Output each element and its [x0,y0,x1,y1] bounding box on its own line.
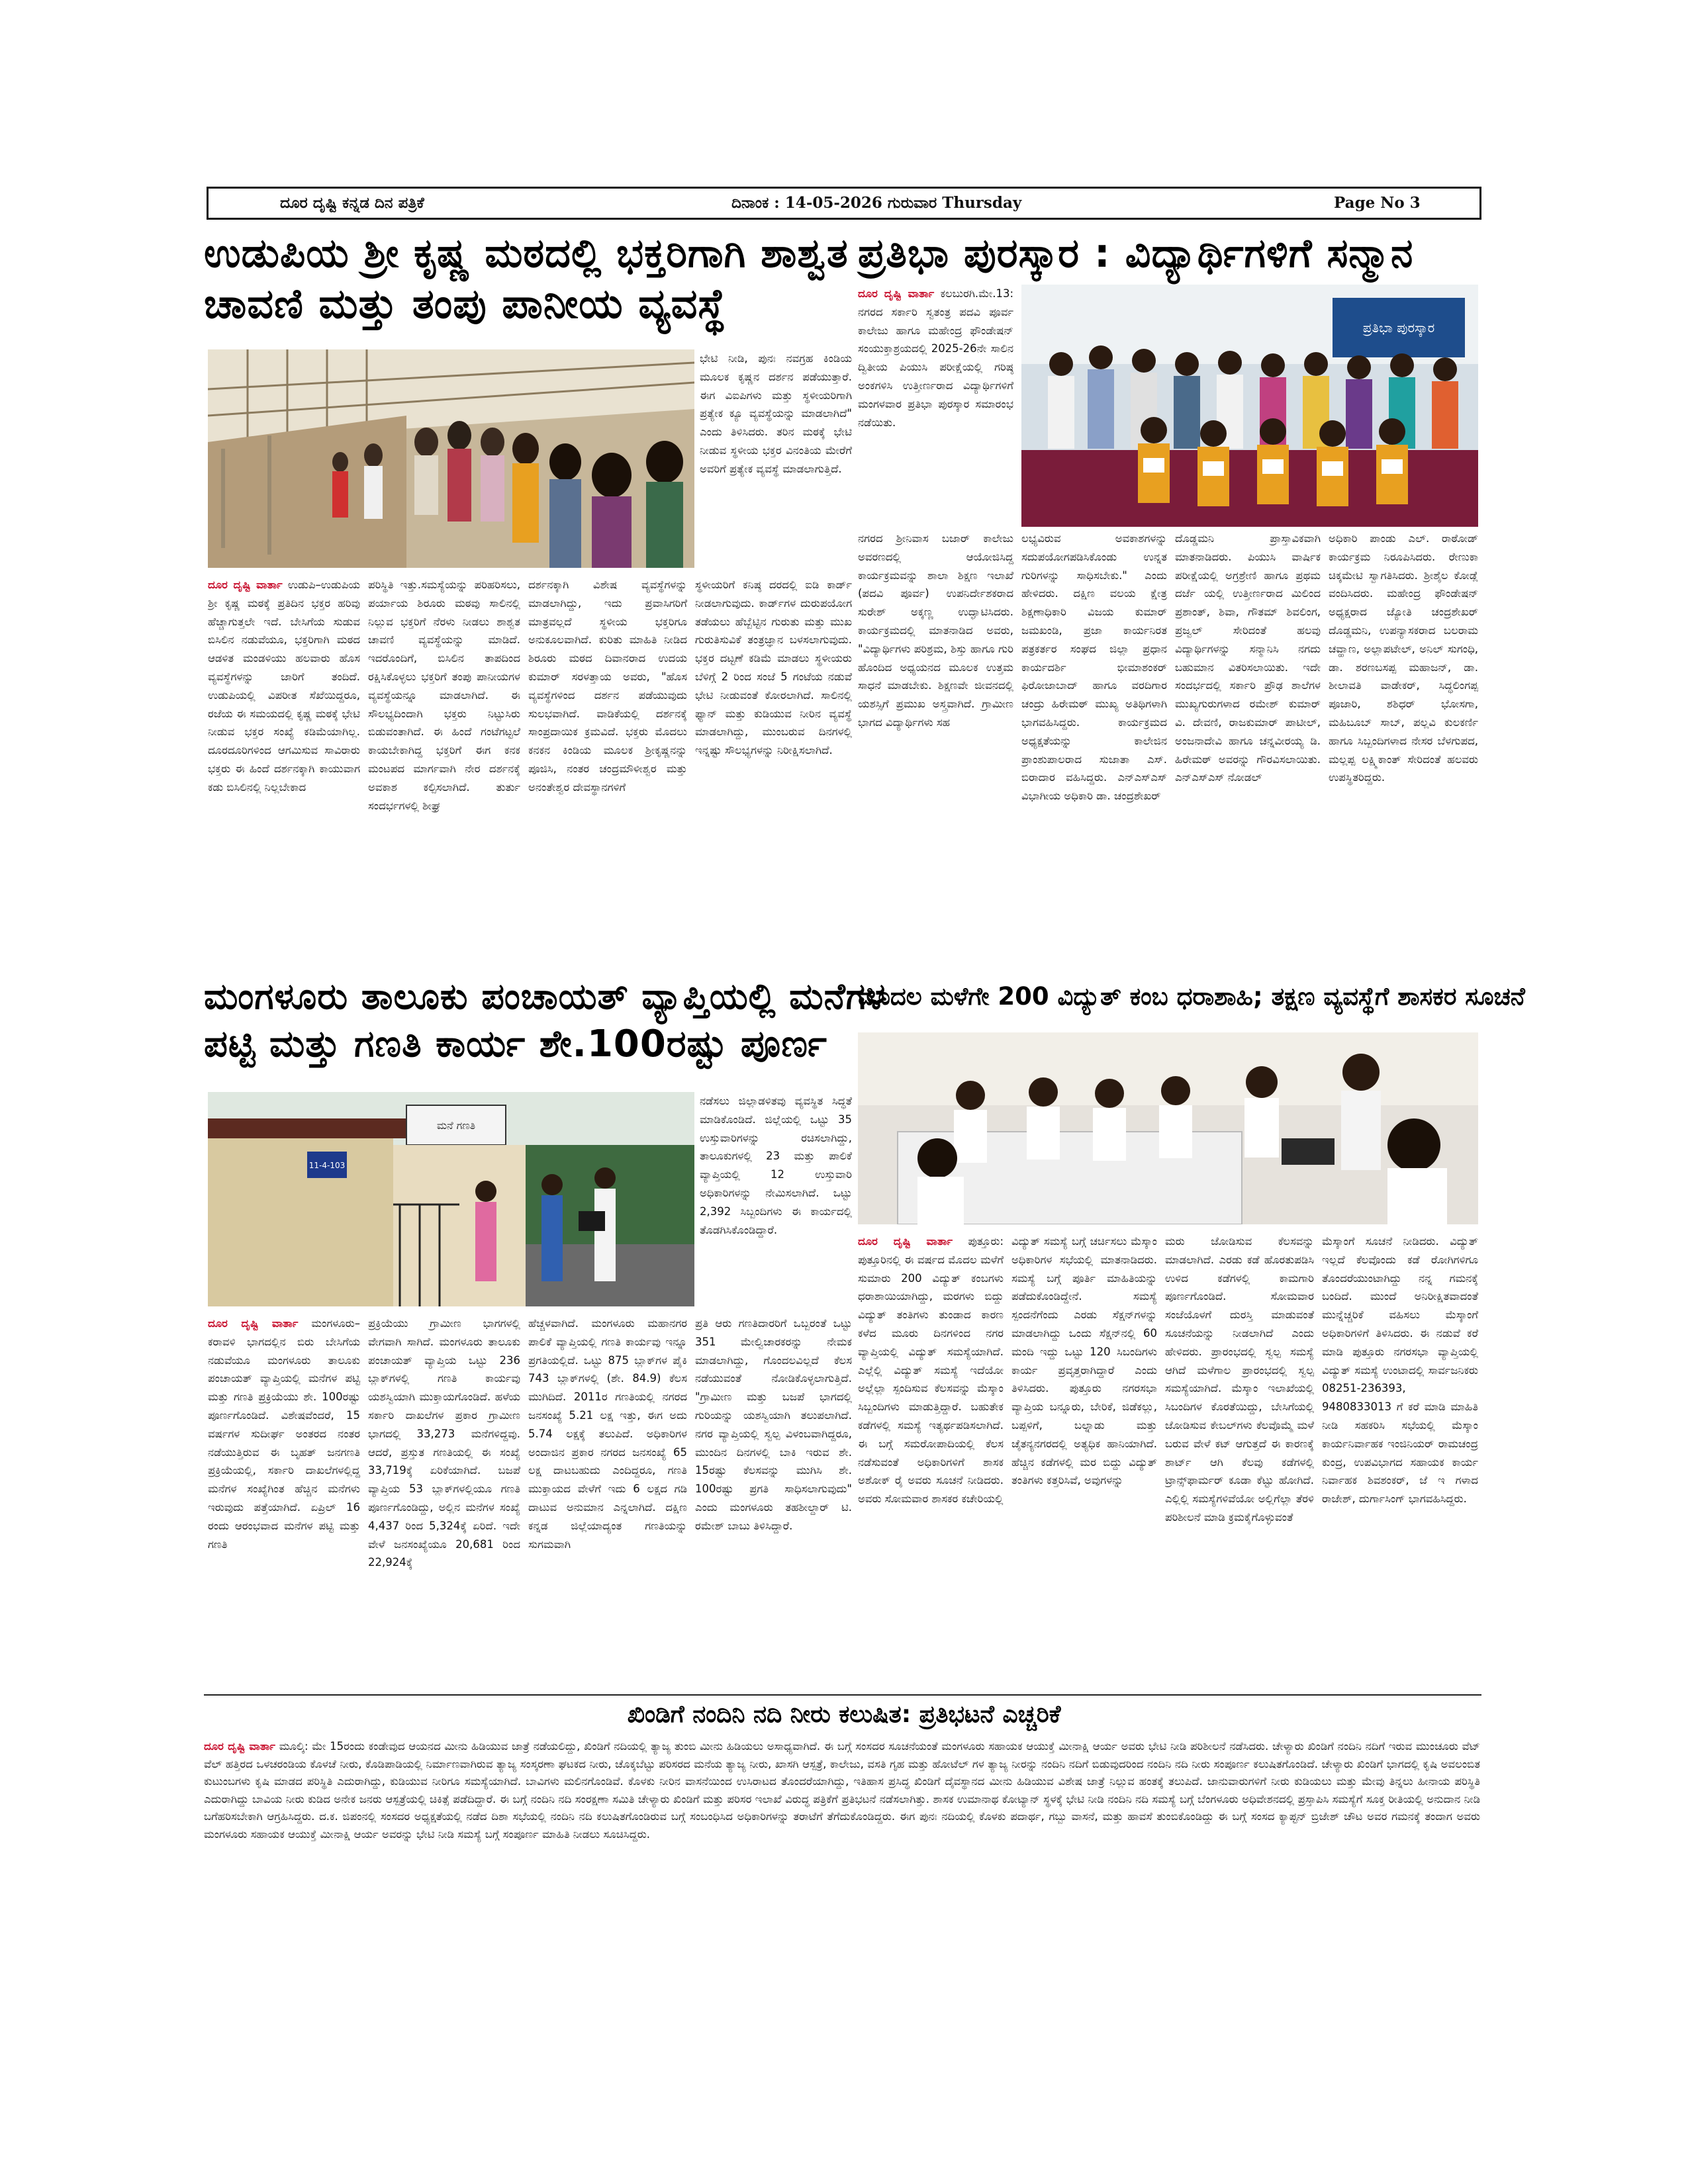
udupi-column-3 [528,576,687,973]
paper-name: ದೂರ ದೃಷ್ಟಿ ಕನ್ನಡ ದಿನ ಪತ್ರಿಕೆ [280,194,424,212]
electric-column-2 [1011,1232,1157,1692]
mangaluru-column-1 [208,1314,360,1692]
electric-column-3 [1165,1232,1314,1692]
mangaluru-headline-line2: ಪಟ್ಟಿ ಮತ್ತು ಗಣತಿ ಕಾರ್ಯ ಶೇ.100ರಷ್ಟು ಪೂರ್ಣ [204,1023,827,1066]
banner-text: ಪ್ರತಿಭಾ ಪುರಸ್ಕಾರ [1362,320,1435,336]
nandini-body [204,1738,1480,2023]
electric-column-1 [858,1232,1004,1692]
mangaluru-column-2 [368,1314,520,1692]
mangaluru-col2-text: ಪ್ರಕ್ರಿಯೆಯು ಗ್ರಾಮೀಣ ಭಾಗಗಳಲ್ಲಿ ವೇಗವಾಗಿ ಸಾಗಿದೆ. ಮಂಗಳೂರು ತಾಲೂಕು ಪಂಚಾಯತ್ ವ್ಯಾಪ್ತಿಯ ಒಟ್ಟು 236 ಬ್ಲಾಕ್‌ಗಳಲ್ಲಿ ಗಣತಿ ಕಾರ್ಯವು ಯಶಸ್ವಿಯಾಗಿ ಮುಕ್ತಾಯಗೊಂಡಿದೆ. ಹಳೆಯ ಸರ್ಕಾರಿ ದಾಖಲೆಗಳ ಪ್ರಕಾರ ಗ್ರಾಮೀಣ ಭಾಗದಲ್ಲಿ 33,273 ಮನೆಗಳಿದ್ದವು. ಆದರೆ, ಪ್ರಸ್ತುತ ಗಣತಿಯಲ್ಲಿ ಈ ಸಂಖ್ಯೆ 33,719ಕ್ಕೆ ಏರಿಕೆಯಾಗಿದೆ. ಬಜಪೆ ವ್ಯಾಪ್ತಿಯ 53 ಬ್ಲಾಕ್‌ಗಳಲ್ಲಿಯೂ ಗಣತಿ ಪೂರ್ಣಗೊಂಡಿದ್ದು, ಅಲ್ಲಿನ ಮನೆಗಳ ಸಂಖ್ಯೆ 4,437 ರಿಂದ 5,324ಕ್ಕೆ ಏರಿದೆ. ಇದೇ ವೇಳೆ ಜನಸಂಖ್ಯೆಯೂ 20,681 ರಿಂದ 22,924ಕ್ಕೆ [368,1317,520,1569]
masthead-bar [207,187,1481,220]
house-sign: ಮನೆ ಗಣತಿ [436,1119,476,1132]
pratibha-column-4 [1329,529,1478,973]
nandini-body-text: ಮೂಲ್ಕಿ: ಮೇ 15ರಂದು ಕಂಡೇವುದ ಆಯನದ ಮೀನು ಹಿಡಿಯುವ ಜಾತ್ರೆ ನಡೆಯಲಿದ್ದು, ಖಿಂಡಿಗೆ ನದಿಯಲ್ಲಿ ತ್ಯಾಜ್ಯ ತುಂಬಿ ಮೀನು ಹಿಡಿಯಲು ಅಸಾಧ್ಯವಾಗಿದೆ. ಈ ಬಗ್ಗೆ ಸಂಸದರ ಸೂಚನೆಯಂತೆ ಮಂಗಳೂರು ಸಹಾಯಕ ಆಯುಕ್ತೆ ಮೀನಾಕ್ಷಿ ಆರ್ಯ ಅವರು ಭೇಟಿ ನೀಡಿ ಪರಿಶೀಲನೆ ನಡೆಸಿದರು. ಚೇಳ್ಯಾರು ಖಿಂಡಿಗೆ ನಂದಿನಿ ನದಿಗೆ ಇರುವ ಮುಂಚೂರು ವೆಟ್ ವೆಲ್ ಹತ್ತಿರದ ಒಳಚರಂಡಿಯ ಕೊಳಚೆ ನೀರು, ಕೊಡಿಪಾಡಿಯಲ್ಲಿ ನಿರ್ಮಾಣವಾಗಿರುವ ತ್ಯಾಜ್ಯ ಸಂಸ್ಕರಣಾ ಘಟಕದ ನೀರು, ಚೊಕ್ಕಬೆಟ್ಟು ಪರಿಸರದ ಮನೆಯ ತ್ಯಾಜ್ಯ ನೀರು, ಖಾಸಗಿ ಆಸ್ಪತ್ರೆ, ಕಾಲೇಜು, ವಸತಿ ಗೃಹ ಮತ್ತು ಹೋಟೆಲ್ ಗಳ ತ್ಯಾಜ್ಯ ನೀರನ್ನು ನಂದಿನಿ ನದಿಗೆ ಬಿಡುವುದರಿಂದ ನಂದಿನಿ ನದಿ ನೀರು ಸಂಪೂರ್ಣ ಕಲುಷಿತಗೊಂಡಿದೆ. ಚೇಳ್ಯಾರು ಖಿಂಡಿಗೆ ಭಾಗದಲ್ಲಿ ಕೃಷಿ ಅವಲಂಬಿತ ಕುಟುಂಬಗಳು ಕೃಷಿ ಮಾಡದ ಪರಿಸ್ಥಿತಿ ಎದುರಾಗಿದ್ದು, ಕುಡಿಯುವ ನೀರಿಗೂ ಸಮಸ್ಯೆಯಾಗಿದೆ. ಬಾವಿಗಳು ಮಲಿನಗೊಂಡಿವೆ. ಕೊಳಕು ನೀರಿನ ವಾಸನೆಯಿಂದ ಉಸಿರಾಟದ ತೊಂದರೆಯಾಗಿದ್ದು, ಇತಿಹಾಸ ಪ್ರಸಿದ್ಧ ಖಿಂಡಿಗೆ ದೈವಸ್ಥಾನದ ಮೀನು ಹಿಡಿಯುವ ವಿಶೇಷ ಜಾತ್ರೆ ನಿಲ್ಲುವ ಹಂತಕ್ಕೆ ತಲುಪಿದೆ. ಜಾನುವಾರುಗಳಿಗೆ ನೀರು ಕುಡಿಯಲು ಮತ್ತು ಮೇವು ತಿನ್ನಲು ಹೀನಾಯ ಪರಿಸ್ಥಿತಿ ಎದುರಾಗಿದ್ದು ಬಾವಿಯ ನೀರು ಕುಡಿದ ಅನೇಕ ಜನರು ಆಸ್ಪತ್ರೆಯಲ್ಲಿ ಚಿಕಿತ್ಸೆ ಪಡೆದಿದ್ದಾರೆ. ಈ ಬಗ್ಗೆ ನಂದಿನಿ ನದಿ ಸಂರಕ್ಷಣಾ ಸಮಿತಿ ಚೇಳ್ಯಾರು ಖಿಂಡಿಗೆ ಮತ್ತು ಪರಿಸರ ಇಲಾಖೆ ವಿರುದ್ಧ ಪತ್ರಿಕೆಗೆ ಪ್ರತಿಭಟನೆ ನಡೆಸಲಾಗಿತ್ತು. ಶಾಸಕ ಉಮಾನಾಥ ಕೋಟ್ಯಾನ್ ಸ್ಥಳಕ್ಕೆ ಭೇಟಿ ನೀಡಿ ನಂದಿನಿ ನದಿ ಸಮಸ್ಯೆ ಬಗ್ಗೆ ಬೆಂಗಳೂರು ಅಧಿವೇಶನದಲ್ಲಿ ಪ್ರಸ್ತಾಪಿಸಿ ಸಮಸ್ಯೆಗೆ ಸೂಕ್ತ ರೀತಿಯಲ್ಲಿ ಅನುದಾನ ನೀಡಿ ಬಗೆಹರಿಸಬೇಕಾಗಿ ಆಗ್ರಹಿಸಿದ್ದರು. ದ.ಕ. ಜಿಪಂನಲ್ಲಿ ಸಂಸದರ ಅಧ್ಯಕ್ಷತೆಯಲ್ಲಿ ನಡೆದ ದಿಶಾ ಸಭೆಯಲ್ಲಿ ನಂದಿನಿ ನದಿ ಕಲುಷಿತಗೊಂಡಿರುವ ಬಗ್ಗೆ ಸಂಬಂಧಿಸಿದ ಅಧಿಕಾರಿಗಳನ್ನು ತರಾಟೆಗೆ ತೆಗೆದುಕೊಂಡಿದ್ದರು. ಈಗ ಪುನಃ ನದಿಯಲ್ಲಿ ಕೊಳಕು ಪದಾರ್ಥ, ಗಬ್ಬು ವಾಸನೆ, ಮತ್ತು ಹಾವಸೆ ತುಂಬಿಕೊಂಡಿದ್ದು ಈ ಬಗ್ಗೆ ಸಂಸದ ಕ್ಯಾಪ್ಟನ್ ಬ್ರಿಜೇಶ್ ಚೌಟ ಅವರ ಗಮನಕ್ಕೆ ತಂದಾಗ ಅವರು ಮಂಗಳೂರು ಸಹಾಯಕ ಆಯುಕ್ತೆ ಮೀನಾಕ್ಷಿ ಆರ್ಯ ಅವರನ್ನು ಭೇಟಿ ನೀಡಿ ಸಮಸ್ಯೆ ಬಗ್ಗೆ ಸಂಪೂರ್ಣ ಮಾಹಿತಿ ನೀಡಲು ಸೂಚಿಸಿದ್ದರು. [204,1740,1480,1841]
mangaluru-census-photo [208,1092,694,1306]
electric-col2-text: ವಿದ್ಯುತ್ ಸಮಸ್ಯೆ ಬಗ್ಗೆ ಚರ್ಚಿಸಲು ಮೆಸ್ಕಾಂ ಅಧಿಕಾರಿಗಳ ಸಭೆಯಲ್ಲಿ ಮಾತನಾಡಿದರು. ಸಮಸ್ಯೆ ಬಗ್ಗೆ ಪೂರ್ತಿ ಮಾಹಿತಿಯನ್ನು ಪಡೆದುಕೊಂಡಿದ್ದೇನೆ. ಸಮಸ್ಯೆ ಸ್ಪಂದನೆಗೆಂದು ಎರಡು ಸೆಕ್ಷನ್‌ಗಳನ್ನು ಮಾಡಲಾಗಿದ್ದು ಒಂದು ಸೆಕ್ಷನ್‌ನಲ್ಲಿ 60 ಮಂದಿ ಇದ್ದು ಒಟ್ಟು 120 ಸಿಬಂದಿಗಳು ಕಾರ್ಯ ಪ್ರವೃತ್ತರಾಗಿದ್ದಾರೆ ಎಂದು ತಿಳಿಸಿದರು. ಪುತ್ತೂರು ನಗರಸಭಾ ವ್ಯಾಪ್ತಿಯ ಬನ್ನೂರು, ಬೇರಿಕೆ, ಜಿಡೆಕಲ್ಲು, ಬಪ್ಪಳಿಗೆ, ಬಲ್ನಾಡು ಮತ್ತು ಚೈತನ್ಯನಗರದಲ್ಲಿ ಅತ್ಯಧಿಕ ಹಾನಿಯಾಗಿದೆ. ಹೆಚ್ಚಿನ ಕಡೆಗಳಲ್ಲಿ ಮರ ಬಿದ್ದು ವಿದ್ಯುತ್ ತಂತಿಗಳು ಕತ್ತರಿಸಿವೆ, ಅವುಗಳನ್ನು [1011,1235,1157,1487]
page-number: Page No 3 [1334,194,1421,212]
mangaluru-column-3 [528,1314,687,1692]
pratibha-col4-text: ಅಧಿಕಾರಿ ಪಾಂಡು ಎಲ್. ರಾಠೋಡ್ ಕಾರ್ಯಕ್ರಮ ನಿರೂಪಿಸಿದರು. ರೇಣುಕಾ ಚಿಕ್ಕಮೇಟಿ ಸ್ವಾಗತಿಸಿದರು. ಶ್ರೀಶೈಲ ಕೋಡ್ಲೆ ವಂದಿಸಿದರು. ಮಹೇಂದ್ರ ಫೌಂಡೇಷನ್ ಅಧ್ಯಕ್ಷರಾದ ಜ್ಯೋತಿ ಚಂದ್ರಶೇಖರ್ ದೊಡ್ಡಮನಿ, ಉಪನ್ಯಾಸಕರಾದ ಬಲರಾಮ ಚವ್ಹಾಣ, ಅಲ್ಲಾಪಟೇಲ್, ಅನಿಲ್ ಸುಗಂಧಿ, ಡಾ. ಶರಣಬಸಪ್ಪ ಮಹಾಜನ್, ಡಾ. ಶೀಲಾವತಿ ವಾಡೇಕರ್, ಸಿದ್ಧಲಿಂಗಪ್ಪ ಪೂಜಾರಿ, ಶಶಿಧರ್ ಭೋಸಗಾ, ಮಹಿಬೂಬ್ ಸಾಬ್, ಪಲ್ಲವಿ ಕುಲಕರ್ಣಿ ಹಾಗೂ ಸಿಬ್ಬಂದಿಗಳಾದ ನೇಸರ ಬೆಳಗುಪದ, ಮಲ್ಲಪ್ಪ ಲಕ್ಷ್ಮಿಕಾಂತ್ ಸೇರಿದಂತೆ ಹಲವರು ಉಪಸ್ಥಿತರಿದ್ದರು. [1329,532,1478,784]
nandini-headline: ಖಿಂಡಿಗೆ ನಂದಿನಿ ನದಿ ನೀರು ಕಲುಷಿತ: ಪ್ರತಿಭಟನೆ ಎಚ್ಚರಿಕೆ [627,1701,1061,1728]
pratibha-col3-text: ದೊಡ್ಡಮನಿ ಪ್ರಾಸ್ತಾವಿಕವಾಗಿ ಮಾತನಾಡಿದರು. ಪಿಯುಸಿ ವಾರ್ಷಿಕ ಪರೀಕ್ಷೆಯಲ್ಲಿ ಅಗ್ರಶ್ರೇಣಿ ಹಾಗೂ ಪ್ರಥಮ ದರ್ಜೆ ಯಲ್ಲಿ ಉತ್ತೀರ್ಣರಾದ ಮಿಲಿಂದ ಪ್ರಶಾಂತ್, ಶಿವಾ, ಗೌತಮ್ ಶಿವಲಿಂಗ, ಪ್ರಜ್ವಲ್ ಸೇರಿದಂತೆ ಹಲವು ವಿದ್ಯಾರ್ಥಿಗಳನ್ನು ಸನ್ಮಾನಿಸಿ ನಗದು ಬಹುಮಾನ ವಿತರಿಸಲಾಯಿತು. ಇದೇ ಸಂದರ್ಭದಲ್ಲಿ ಸರ್ಕಾರಿ ಪ್ರೌಢ ಶಾಲೆಗಳ ಮುಖ್ಯಗುರುಗಳಾದ ರಮೇಶ್ ಕುಮಾರ್ ವಿ. ದೇವಣಿ, ರಾಜಕುಮಾರ್ ಪಾಟೀಲ್, ಅಂಜನಾದೇವಿ ಹಾಗೂ ಚನ್ನವೀರಯ್ಯ ಡಿ. ಹಿರೇಮಠ್ ಅವರನ್ನು ಗೌರವಿಸಲಾಯಿತು. ಎನ್‌ಎಸ್‌ಎಸ್ ನೋಡಲ್ [1175,532,1321,784]
mangaluru-col4-text: ಪ್ರತಿ ಆರು ಗಣತಿದಾರರಿಗೆ ಒಬ್ಬರಂತೆ ಒಟ್ಟು 351 ಮೇಲ್ವಿಚಾರಕರನ್ನು ನೇಮಕ ಮಾಡಲಾಗಿದ್ದು, ಗೊಂದಲವಿಲ್ಲದೆ ಕೆಲಸ ನಡೆಯುವಂತೆ ನೋಡಿಕೊಳ್ಳಲಾಗುತ್ತಿದೆ. "ಗ್ರಾಮೀಣ ಮತ್ತು ಬಜಪೆ ಭಾಗದಲ್ಲಿ ಗುರಿಯನ್ನು ಯಶಸ್ವಿಯಾಗಿ ತಲುಪಲಾಗಿದೆ. ನಗರ ವ್ಯಾಪ್ತಿಯಲ್ಲಿ ಸ್ವಲ್ಪ ವಿಳಂಬವಾಗಿದ್ದರೂ, ಮುಂದಿನ ದಿನಗಳಲ್ಲಿ ಬಾಕಿ ಇರುವ ಶೇ. 15ರಷ್ಟು ಕೆಲಸವನ್ನು ಮುಗಿಸಿ ಶೇ. 100ರಷ್ಟು ಪ್ರಗತಿ ಸಾಧಿಸಲಾಗುವುದು" ಎಂದು ಮಂಗಳೂರು ತಹಶೀಲ್ದಾರ್ ಟಿ. ರಮೇಶ್ ಬಾಬು ತಿಳಿಸಿದ್ದಾರೆ. [695,1317,852,1532]
udupi-column-2 [368,576,520,973]
udupi-col1-text: ಉಡುಪಿ–ಉಡುಪಿಯ ಶ್ರೀ ಕೃಷ್ಣ ಮಠಕ್ಕೆ ಪ್ರತಿದಿನ ಭಕ್ತರ ಹರಿವು ಹೆಚ್ಚಾಗುತ್ತಲೇ ಇದೆ. ಬೇಸಿಗೆಯ ಸುಡುವ ಬಿಸಿಲಿನ ನಡುವೆಯೂ, ಭಕ್ತರಿಗಾಗಿ ಮಠದ ಆಡಳಿತ ಮಂಡಳಿಯು ಹಲವಾರು ಹೊಸ ವ್ಯವಸ್ಥೆಗಳನ್ನು ಜಾರಿಗೆ ತಂದಿದೆ. ಉಡುಪಿಯಲ್ಲಿ ವಿಪರೀತ ಸೆಖೆಯಿದ್ದರೂ, ರಜೆಯ ಈ ಸಮಯದಲ್ಲಿ ಕೃಷ್ಣ ಮಠಕ್ಕೆ ಭೇಟಿ ನೀಡುವ ಭಕ್ತರ ಸಂಖ್ಯೆ ಕಡಿಮೆಯಾಗಿಲ್ಲ. ದೂರದೂರಿಗಳಿಂದ ಆಗಮಿಸುವ ಸಾವಿರಾರು ಭಕ್ತರು ಈ ಹಿಂದೆ ದರ್ಶನಕ್ಕಾಗಿ ಕಾಯುವಾಗ ಕಡು ಬಿಸಿಲಿನಲ್ಲಿ ನಿಲ್ಲಬೇಕಾದ [208,578,360,794]
mangaluru-col1-text: ಮಂಗಳೂರು– ಕರಾವಳಿ ಭಾಗದಲ್ಲಿನ ಬಿರು ಬೇಸಿಗೆಯ ನಡುವೆಯೂ ಮಂಗಳೂರು ತಾಲೂಕು ಪಂಚಾಯತ್ ವ್ಯಾಪ್ತಿಯಲ್ಲಿ ಮನೆಗಳ ಪಟ್ಟಿ ಮತ್ತು ಗಣತಿ ಪ್ರಕ್ರಿಯೆಯು ಶೇ. 100ರಷ್ಟು ಪೂರ್ಣಗೊಂಡಿದೆ. ವಿಶೇಷವೆಂದರೆ, 15 ವರ್ಷಗಳ ಸುದೀರ್ಘ ಅಂತರದ ನಂತರ ನಡೆಯುತ್ತಿರುವ ಈ ಬೃಹತ್ ಜನಗಣತಿ ಪ್ರಕ್ರಿಯೆಯಲ್ಲಿ, ಸರ್ಕಾರಿ ದಾಖಲೆಗಳಲ್ಲಿದ್ದ ಮನೆಗಳ ಸಂಖ್ಯೆಗಿಂತ ಹೆಚ್ಚಿನ ಮನೆಗಳು ಇರುವುದು ಪತ್ತೆಯಾಗಿದೆ. ಏಪ್ರಿಲ್ 16 ರಂದು ಆರಂಭವಾದ ಮನೆಗಳ ಪಟ್ಟಿ ಮತ್ತು ಗಣತಿ [208,1317,360,1551]
electric-col4-text: ಮೆಸ್ಕಾಂಗೆ ಸೂಚನೆ ನೀಡಿದರು. ವಿದ್ಯುತ್ ಇಲ್ಲದೆ ಕೆಲವೊಂದು ಕಡೆ ರೋಗಿಗಳಿಗೂ ತೊಂದರೆಯುಂಟಾಗಿದ್ದು ನನ್ನ ಗಮನಕ್ಕೆ ಬಂದಿದೆ. ಮುಂದೆ ಅನಿರೀಕ್ಷಿತವಾದಂತೆ ಮುನ್ನೆಚ್ಚರಿಕೆ ವಹಿಸಲು ಮೆಸ್ಕಾಂಗೆ ಅಧಿಕಾರಿಗಳಿಗೆ ತಿಳಿಸಿದರು. ಈ ನಡುವೆ ಕರೆ ಮಾಡಿ ಪುತ್ತೂರು ನಗರಸಭಾ ವ್ಯಾಪ್ತಿಯಲ್ಲಿ ವಿದ್ಯುತ್ ಸಮಸ್ಯೆ ಉಂಟಾದಲ್ಲಿ ಸಾರ್ವಜನಿಕರು 08251-236393, 9480833013 ಗೆ ಕರೆ ಮಾಡಿ ಮಾಹಿತಿ ನೀಡಿ ಸಹಕರಿಸಿ ಸಭೆಯಲ್ಲಿ ಮೆಸ್ಕಾಂ ಕಾರ್ಯನಿರ್ವಾಹಕ ಇಂಜಿನಿಯರ್ ರಾಮಚಂದ್ರ ಕುಂದ್ರ, ಉಪವಿಭಾಗದ ಸಹಾಯಕ ಕಾರ್ಯ ನಿರ್ವಾಹಕ ಶಿವಶಂಕರ್, ಜೆ ಇ ಗಳಾದ ರಾಜೇಶ್, ದುರ್ಗಾಸಿಂಗ್ ಭಾಗವಹಿಸಿದ್ದರು. [1322,1235,1478,1506]
mangaluru-column-4 [695,1314,852,1692]
mangaluru-col-top-text: ನಡೆಸಲು ಜಿಲ್ಲಾಡಳಿತವು ವ್ಯವಸ್ಥಿತ ಸಿದ್ಧತೆ ಮಾಡಿಕೊಂಡಿದೆ. ಜಿಲ್ಲೆಯಲ್ಲಿ ಒಟ್ಟು 35 ಉಸ್ತುವಾರಿಗಳನ್ನು ರಚಿಸಲಾಗಿದ್ದು, ತಾಲೂಕುಗಳಲ್ಲಿ 23 ಮತ್ತು ಪಾಲಿಕೆ ವ್ಯಾಪ್ತಿಯಲ್ಲಿ 12 ಉಸ್ತುವಾರಿ ಅಧಿಕಾರಿಗಳನ್ನು ನೇಮಿಸಲಾಗಿದೆ. ಒಟ್ಟು 2,392 ಸಿಬ್ಬಂದಿಗಳು ಈ ಕಾರ್ಯದಲ್ಲಿ ತೊಡಗಿಸಿಕೊಂಡಿದ್ದಾರೆ. [700,1095,852,1236]
mangaluru-col3-text: ಹೆಚ್ಚಳವಾಗಿದೆ. ಮಂಗಳೂರು ಮಹಾನಗರ ಪಾಲಿಕೆ ವ್ಯಾಪ್ತಿಯಲ್ಲಿ ಗಣತಿ ಕಾರ್ಯವು ಇನ್ನೂ ಪ್ರಗತಿಯಲ್ಲಿದೆ. ಒಟ್ಟು 875 ಬ್ಲಾಕ್‌ಗಳ ಪೈಕಿ 743 ಬ್ಲಾಕ್‌ಗಳಲ್ಲಿ (ಶೇ. 84.9) ಕೆಲಸ ಮುಗಿದಿದೆ. 2011ರ ಗಣತಿಯಲ್ಲಿ ನಗರದ ಜನಸಂಖ್ಯೆ 5.21 ಲಕ್ಷ ಇತ್ತು, ಈಗ ಅದು 5.74 ಲಕ್ಷಕ್ಕೆ ತಲುಪಿದೆ. ಅಧಿಕಾರಿಗಳ ಅಂದಾಜಿನ ಪ್ರಕಾರ ನಗರದ ಜನಸಂಖ್ಯೆ 65 ಲಕ್ಷ ದಾಟಬಹುದು ಎಂದಿದ್ದರೂ, ಗಣತಿ ಮುಕ್ತಾಯದ ವೇಳೆಗೆ ಇದು 6 ಲಕ್ಷದ ಗಡಿ ದಾಟುವ ಅನುಮಾನ ಎನ್ನಲಾಗಿದೆ. ದಕ್ಷಿಣ ಕನ್ನಡ ಜಿಲ್ಲೆಯಾದ್ಯಂತ ಗಣತಿಯನ್ನು ಸುಗಮವಾಗಿ [528,1317,687,1551]
pratibha-headline: ಪ್ರತಿಭಾ ಪುರಸ್ಕಾರ : ವಿದ್ಯಾರ್ಥಿಗಳಿಗೆ ಸನ್ಮಾನ [858,230,1414,277]
issue-date: ದಿನಾಂಕ : 14-05-2026 ಗುರುವಾರ Thursday [731,194,1022,212]
udupi-temple-queue-photo [208,349,694,568]
pratibha-column-2 [1021,529,1167,973]
udupi-column-4 [695,576,852,973]
udupi-column-top [700,349,852,568]
udupi-col-top-text: ಭೇಟಿ ನೀಡಿ, ಪುನಃ ನವಗ್ರಹ ಕಿಂಡಿಯ ಮೂಲಕ ಕೃಷ್ಣನ ದರ್ಶನ ಪಡೆಯುತ್ತಾರೆ. ಈಗ ವಿಐಪಿಗಳು ಮತ್ತು ಸ್ಥಳೀಯರಿಗಾಗಿ ಪ್ರತ್ಯೇಕ ಕ್ಯೂ ವ್ಯವಸ್ಥೆಯನ್ನು ಮಾಡಲಾಗಿದೆ" ಎಂದು ತಿಳಿಸಿದರು. ತರಿನ ಮಠಕ್ಕೆ ಭೇಟಿ ನೀಡುವ ಸ್ಥಳೀಯ ಭಕ್ತರ ವಿನಂತಿಯ ಮೇರೆಗೆ ಅವರಿಗೆ ಪ್ರತ್ಯೇಕ ವ್ಯವಸ್ಥೆ ಮಾಡಲಾಗುತ್ತಿದೆ. [700,352,852,475]
udupi-headline-line1: ಉಡುಪಿಯ ಶ್ರೀ ಕೃಷ್ಣ ಮಠದಲ್ಲಿ ಭಕ್ತರಿಗಾಗಿ ಶಾಶ್ವತ [204,230,849,277]
udupi-column-1 [208,576,360,973]
nandini-byline: ದೂರ ದೃಷ್ಟಿ ವಾರ್ತಾ [204,1740,275,1752]
udupi-col4-text: ಸ್ಥಳೀಯರಿಗೆ ಕನಿಷ್ಠ ದರದಲ್ಲಿ ಐಡಿ ಕಾರ್ಡ್ ನೀಡಲಾಗುವುದು. ಕಾರ್ಡ್‌ಗಳ ದುರುಪಯೋಗ ತಡೆಯಲು ಹೆಬ್ಬೆಟ್ಟಿನ ಗುರುತು ಮತ್ತು ಮುಖ ಗುರುತಿಸುವಿಕೆ ತಂತ್ರಜ್ಞಾನ ಬಳಸಲಾಗುವುದು. ಭಕ್ತರ ದಟ್ಟಣೆ ಕಡಿಮೆ ಮಾಡಲು ಸ್ಥಳೀಯರು ಬೆಳಿಗ್ಗೆ 2 ರಿಂದ ಸಂಜೆ 5 ಗಂಟೆಯ ನಡುವೆ ಭೇಟಿ ನೀಡುವಂತೆ ಕೋರಲಾಗಿದೆ. ಸಾಲಿನಲ್ಲಿ ಫ್ಯಾನ್ ಮತ್ತು ಕುಡಿಯುವ ನೀರಿನ ವ್ಯವಸ್ಥೆ ಮಾಡಲಾಗಿದ್ದು, ಮುಂಬರುವ ದಿನಗಳಲ್ಲಿ ಇನ್ನಷ್ಟು ಸೌಲಭ್ಯಗಳನ್ನು ನಿರೀಕ್ಷಿಸಲಾಗಿದೆ. [695,578,852,757]
udupi-col2-text: ಪರಿಸ್ಥಿತಿ ಇತ್ತು.ಸಮಸ್ಯೆಯನ್ನು ಪರಿಹರಿಸಲು, ಪರ್ಯಾಯ ಶಿರೂರು ಮಠವು ಸಾಲಿನಲ್ಲಿ ನಿಲ್ಲುವ ಭಕ್ತರಿಗೆ ನೆರಳು ನೀಡಲು ಶಾಶ್ವತ ಚಾವಣಿ ವ್ಯವಸ್ಥೆಯನ್ನು ಮಾಡಿದೆ. ಇದರೊಂದಿಗೆ, ಬಿಸಿಲಿನ ತಾಪದಿಂದ ರಕ್ಷಿಸಿಕೊಳ್ಳಲು ಭಕ್ತರಿಗೆ ತಂಪು ಪಾನೀಯಗಳ ವ್ಯವಸ್ಥೆಯನ್ನೂ ಮಾಡಲಾಗಿದೆ. ಈ ಸೌಲಭ್ಯದಿಂದಾಗಿ ಭಕ್ತರು ನಿಟ್ಟುಸಿರು ಬಿಡುವಂತಾಗಿದೆ. ಈ ಹಿಂದೆ ಗಂಟೆಗಟ್ಟಲೆ ಕಾಯಬೇಕಾಗಿದ್ದ ಭಕ್ತರಿಗೆ ಈಗ ಕನಕ ಮಂಟಪದ ಮಾರ್ಗವಾಗಿ ನೇರ ದರ್ಶನಕ್ಕೆ ಅವಕಾಶ ಕಲ್ಪಿಸಲಾಗಿದೆ. ತುರ್ತು ಸಂದರ್ಭಗಳಲ್ಲಿ ಶೀಘ್ರ [368,578,520,812]
mangaluru-photo-illustration [208,1092,694,1306]
mangaluru-byline: ದೂರ ದೃಷ್ಟಿ ವಾರ್ತಾ [208,1317,299,1330]
electric-col3-text: ಮರು ಜೋಡಿಸುವ ಕೆಲಸವನ್ನು ಮಾಡಲಾಗಿದೆ. ಎರಡು ಕಡೆ ಹೊರತುಪಡಿಸಿ ಉಳಿದ ಕಡೆಗಳಲ್ಲಿ ಕಾಮಗಾರಿ ಪೂರ್ಣಗೊಂಡಿದೆ. ಸೋಮವಾರ ಸಂಜೆಯೊಳಗೆ ದುರಸ್ತಿ ಮಾಡುವಂತೆ ಸೂಚನೆಯನ್ನು ನೀಡಲಾಗಿದೆ ಎಂದು ಹೇಳಿದರು. ಪ್ರಾರಂಭದಲ್ಲಿ ಸ್ವಲ್ಪ ಸಮಸ್ಯೆ ಆಗಿದೆ ಮಳೆಗಾಲ ಪ್ರಾರಂಭದಲ್ಲಿ ಸ್ವಲ್ಪ ಸಮಸ್ಯೆಯಾಗಿದೆ. ಮೆಸ್ಕಾಂ ಇಲಾಖೆಯಲ್ಲಿ ಸಿಬಂದಿಗಳ ಕೊರತೆಯಿದ್ದು, ಬೇಸಿಗೆಯಲ್ಲಿ ಜೋಡಿಸುವ ಕೇಬಲ್‌ಗಳು ಕೆಲವೊಮ್ಮೆ ಮಳೆ ಬರುವ ವೇಳೆ ಕಟ್ ಆಗುತ್ತದೆ ಈ ಕಾರಣಕ್ಕೆ ಶಾರ್ಟ್ ಆಗಿ ಕೆಲವು ಕಡೆಗಳಲ್ಲಿ ಟ್ರಾನ್ಸ್‌ಫಾರ್ಮರ್ ಕೂಡಾ ಕೆಟ್ಟು ಹೋಗಿದೆ. ಎಲ್ಲಿಲ್ಲಿ ಸಮಸ್ಯೆಗಳಿವೆಯೋ ಅಲ್ಲಿಗೆಲ್ಲಾ ತೆರಳಿ ಪರಿಶೀಲನೆ ಮಾಡಿ ಕ್ರಮಕೈಗೊಳ್ಳುವಂತೆ [1165,1235,1314,1524]
pratibha-byline: ದೂರ ದೃಷ್ಟಿ ವಾರ್ತಾ [858,287,935,300]
pratibha-column-3 [1175,529,1321,973]
udupi-headline-line2: ಚಾವಣಿ ಮತ್ತು ತಂಪು ಪಾನೀಯ ವ್ಯವಸ್ಥೆ [204,279,727,328]
udupi-photo-illustration [208,349,694,568]
electric-photo-illustration [858,1032,1478,1224]
pratibha-col1-text: ನಗರದ ಶ್ರೀನಿವಾಸ ಬಜಾರ್ ಕಾಲೇಜು ಅವರಣದಲ್ಲಿ ಆಯೋಜಿಸಿದ್ದ ಕಾರ್ಯಕ್ರಮವನ್ನು ಶಾಲಾ ಶಿಕ್ಷಣ ಇಲಾಖೆ (ಪದವಿ ಪೂರ್ವ) ಉಪನಿರ್ದೇಶಕರಾದ ಸುರೇಶ್ ಅಕ್ಕಣ್ಣ ಉದ್ಘಾಟಿಸಿದರು. ಕಾರ್ಯಕ್ರಮದಲ್ಲಿ ಮಾತನಾಡಿದ ಅವರು, "ವಿದ್ಯಾರ್ಥಿಗಳು ಪರಿಶ್ರಮ, ಶಿಸ್ತು ಹಾಗೂ ಗುರಿ ಹೊಂದಿದ ಅಧ್ಯಯನದ ಮೂಲಕ ಉತ್ತಮ ಸಾಧನೆ ಮಾಡಬೇಕು. ಶಿಕ್ಷಣವೇ ಜೀವನದಲ್ಲಿ ಯಶಸ್ಸಿಗೆ ಪ್ರಮುಖ ಅಸ್ತ್ರವಾಗಿದೆ. ಗ್ರಾಮೀಣ ಭಾಗದ ವಿದ್ಯಾರ್ಥಿಗಳು ಸಹ [858,532,1013,729]
electric-headline: ಮೊದಲ ಮಳೆಗೇ 200 ವಿದ್ಯುತ್ ಕಂಬ ಧರಾಶಾಹಿ; ತಕ್ಷಣ ವ್ಯವಸ್ಥೆಗೆ ಶಾಸಕರ ಸೂಚನೆ [858,982,1525,1011]
mangaluru-headline-line1: ಮಂಗಳೂರು ತಾಲೂಕು ಪಂಚಾಯತ್ ವ್ಯಾಪ್ತಿಯಲ್ಲಿ ಮನೆಗಳ [204,976,886,1017]
mangaluru-column-top [700,1092,852,1307]
electric-byline: ದೂರ ದೃಷ್ಟಿ ವಾರ್ತಾ [858,1235,953,1248]
udupi-col3-text: ದರ್ಶನಕ್ಕಾಗಿ ವಿಶೇಷ ವ್ಯವಸ್ಥೆಗಳನ್ನು ಮಾಡಲಾಗಿದ್ದು, ಇದು ಪ್ರವಾಸಿಗರಿಗೆ ಮಾತ್ರವಲ್ಲದೆ ಸ್ಥಳೀಯ ಭಕ್ತರಿಗೂ ಅನುಕೂಲವಾಗಿದೆ. ಕುರಿತು ಮಾಹಿತಿ ನೀಡಿದ ಶಿರೂರು ಮಠದ ದಿವಾನರಾದ ಉದಯ ಕುಮಾರ್ ಸರಳತ್ತಾಯ ಅವರು, "ಹೊಸ ವ್ಯವಸ್ಥೆಗಳಿಂದ ದರ್ಶನ ಪಡೆಯುವುದು ಸುಲಭವಾಗಿದೆ. ವಾಡಿಕೆಯಲ್ಲಿ ದರ್ಶನಕ್ಕೆ ಸಾಂಪ್ರದಾಯಿಕ ಕ್ರಮವಿದೆ. ಭಕ್ತರು ಮೊದಲು ಕನಕನ ಕಿಂಡಿಯ ಮೂಲಕ ಶ್ರೀಕೃಷ್ಣನನ್ನು ಪೂಜಿಸಿ, ನಂತರ ಚಂದ್ರಮೌಳೀಶ್ವರ ಮತ್ತು ಅನಂತೇಶ್ವರ ದೇವಸ್ಥಾನಗಳಿಗೆ [528,578,687,794]
pratibha-column-1 [858,529,1013,973]
pratibha-photo-illustration [1021,285,1478,527]
bottom-story-divider [204,1694,1481,1696]
electric-meeting-photo [858,1032,1478,1224]
electric-col1-text: ಪುತ್ತೂರು: ಪುತ್ತೂರಿನಲ್ಲಿ ಈ ವರ್ಷದ ಮೊದಲ ಮಳೆಗೆ ಸುಮಾರು 200 ವಿದ್ಯುತ್ ಕಂಬಗಳು ಧರಾಶಾಯಿಯಾಗಿದ್ದು, ಮರಗಳು ಬಿದ್ದು ವಿದ್ಯುತ್ ತಂತಿಗಳು ತುಂಡಾದ ಕಾರಣ ಕಳೆದ ಮೂರು ದಿನಗಳಿಂದ ನಗರ ವ್ಯಾಪ್ತಿಯಲ್ಲಿ ವಿದ್ಯುತ್ ಸಮಸ್ಯೆಯಾಗಿದೆ. ಎಲ್ಲೆಲ್ಲಿ ವಿದ್ಯುತ್ ಸಮಸ್ಯೆ ಇದೆಯೋ ಅಲ್ಲೆಲ್ಲಾ ಸ್ಪಂದಿಸುವ ಕೆಲಸವನ್ನು ಮೆಸ್ಕಾಂ ಸಿಬ್ಬಂದಿಗಳು ಮಾಡುತ್ತಿದ್ದಾರೆ. ಬಹುತೇಕ ಕಡೆಗಳಲ್ಲಿ ಸಮಸ್ಯೆ ಇತ್ಯರ್ಥಪಡಿಸಲಾಗಿದೆ. ಈ ಬಗ್ಗೆ ಸಮರೋಪಾದಿಯಲ್ಲಿ ಕೆಲಸ ನಡೆಸುವಂತೆ ಅಧಿಕಾರಿಗಳಿಗೆ ಶಾಸಕ ಅಶೋಕ್ ರೈ ಅವರು ಸೂಚನೆ ನೀಡಿದರು. ಅವರು ಸೋಮವಾರ ಶಾಸಕರ ಕಚೇರಿಯಲ್ಲಿ [858,1235,1004,1506]
pratibha-ceremony-photo [1021,285,1478,527]
udupi-byline: ದೂರ ದೃಷ್ಟಿ ವಾರ್ತಾ [208,578,283,591]
pratibha-column-side [858,285,1013,529]
electric-column-4 [1322,1232,1478,1692]
house-plate: 11-4-103 [308,1161,346,1170]
pratibha-col2-text: ಲಭ್ಯವಿರುವ ಅವಕಾಶಗಳನ್ನು ಸದುಪಯೋಗಪಡಿಸಿಕೊಂಡು ಉನ್ನತ ಗುರಿಗಳನ್ನು ಸಾಧಿಸಬೇಕು." ಎಂದು ಹೇಳಿದರು. ದಕ್ಷಿಣ ವಲಯ ಕ್ಷೇತ್ರ ಶಿಕ್ಷಣಾಧಿಕಾರಿ ವಿಜಯ ಕುಮಾರ್ ಜಮಖಂಡಿ, ಪ್ರಜಾ ಕಾರ್ಯನಿರತ ಪತ್ರಕರ್ತರ ಸಂಘದ ಜಿಲ್ಲಾ ಪ್ರಧಾನ ಕಾರ್ಯದರ್ಶಿ ಭೀಮಾಶಂಕರ್ ಫಿರೋಜಾಬಾದ್ ಹಾಗೂ ವರದಿಗಾರ ಚಂದ್ರು ಹಿರೇಮಠ್ ಮುಖ್ಯ ಅತಿಥಿಗಳಾಗಿ ಭಾಗವಹಿಸಿದ್ದರು. ಕಾರ್ಯಕ್ರಮದ ಅಧ್ಯಕ್ಷತೆಯನ್ನು ಕಾಲೇಜಿನ ಪ್ರಾಂಶುಪಾಲರಾದ ಸುಜಾತಾ ಎಸ್. ಬಿರಾದಾರ ವಹಿಸಿದ್ದರು. ಎನ್‌ಎಸ್‌ಎಸ್ ವಿಭಾಗೀಯ ಅಧಿಕಾರಿ ಡಾ. ಚಂದ್ರಶೇಖರ್ [1021,532,1167,803]
pratibha-col-side-text: ಕಲಬುರಗಿ.ಮೇ.13: ನಗರದ ಸರ್ಕಾರಿ ಸ್ವತಂತ್ರ ಪದವಿ ಪೂರ್ವ ಕಾಲೇಜು ಹಾಗೂ ಮಹೇಂದ್ರ ಫೌಂಡೇಷನ್ ಸಂಯುಕ್ತಾಶ್ರಯದಲ್ಲಿ 2025-26ನೇ ಸಾಲಿನ ದ್ವಿತೀಯ ಪಿಯುಸಿ ಪರೀಕ್ಷೆಯಲ್ಲಿ ಗರಿಷ್ಠ ಅಂಕಗಳಿಸಿ ಉತ್ತೀರ್ಣರಾದ ವಿದ್ಯಾರ್ಥಿಗಳಿಗೆ ಮಂಗಳವಾರ ಪ್ರತಿಭಾ ಪುರಸ್ಕಾರ ಸಮಾರಂಭ ನಡೆಯಿತು. [858,287,1013,429]
